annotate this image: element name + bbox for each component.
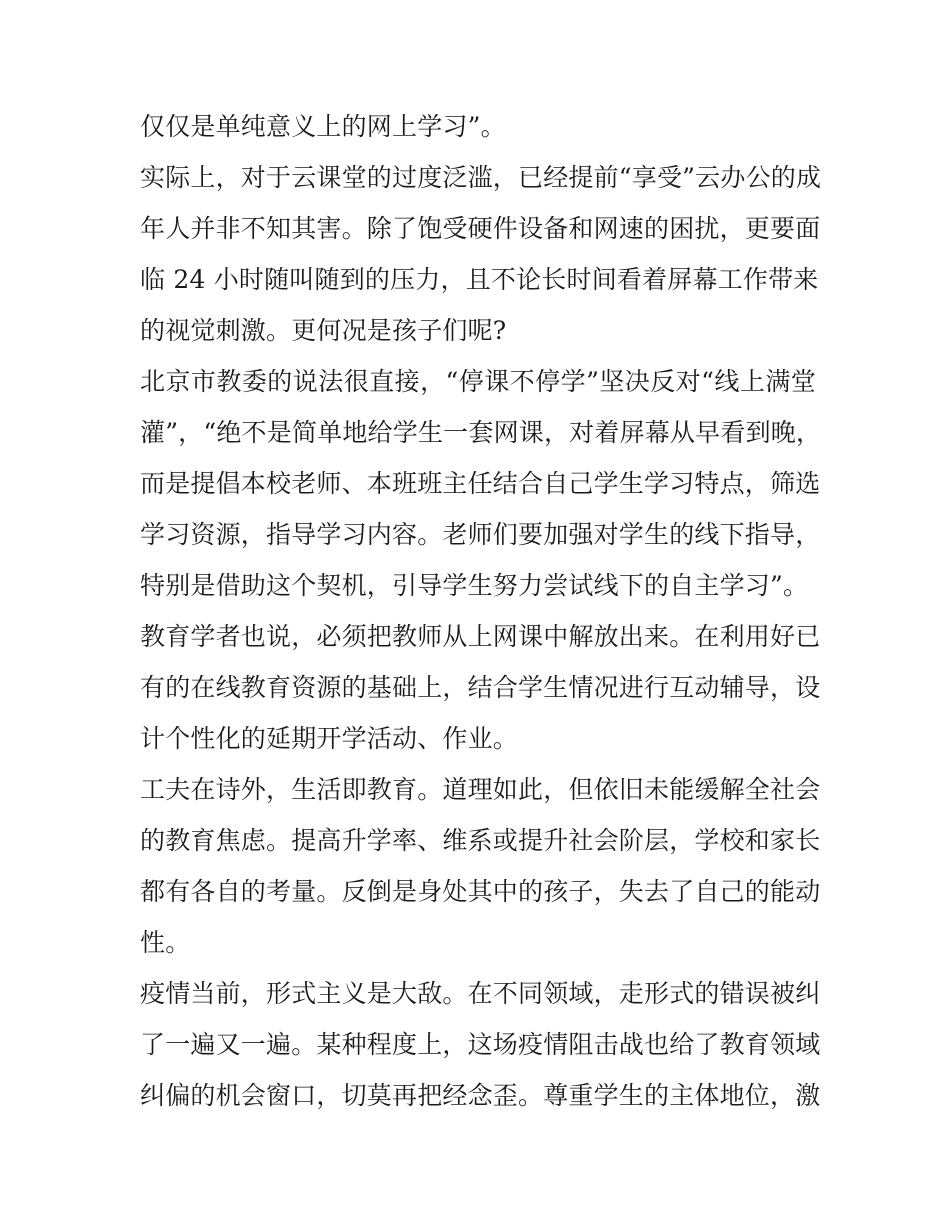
text-line: 北京市教委的说法很直接，“停课不停学”坚决反对“线上满堂 <box>140 367 816 396</box>
text-line: 特别是借助这个契机，引导学生努力尝试线下的自主学习”。 <box>140 571 809 600</box>
text-line: 的教育焦虑。提高升学率、维系或提升社会阶层，学校和家长 <box>140 826 821 855</box>
text-line: 年人并非不知其害。除了饱受硬件设备和网速的困扰，更要面 <box>140 214 821 243</box>
text-line: 临 24 小时随叫随到的压力，且不论长时间看着屏幕工作带来 <box>140 265 819 294</box>
text-line: 的视觉刺激。更何况是孩子们呢? <box>140 316 507 345</box>
text-line: 有的在线教育资源的基础上，结合学生情况进行互动辅导，设 <box>140 673 821 702</box>
text-line: 都有各自的考量。反倒是身处其中的孩子，失去了自己的能动 <box>140 877 821 906</box>
text-line: 工夫在诗外，生活即教育。道理如此，但依旧未能缓解全社会 <box>140 775 821 804</box>
paragraph-5 <box>140 764 821 968</box>
text-line: 了一遍又一遍。某种程度上，这场疫情阻击战也给了教育领域 <box>140 1030 821 1059</box>
text-line: 实际上，对于云课堂的过度泛滥，已经提前“享受”云办公的成 <box>140 163 822 192</box>
paragraph-2 <box>140 152 822 356</box>
paragraph-3 <box>140 356 822 611</box>
paragraph-4 <box>140 611 821 764</box>
paragraph-1 <box>140 101 816 152</box>
text-line: 仅仅是单纯意义上的网上学习”。 <box>140 112 506 141</box>
text-line: 教育学者也说，必须把教师从上网课中解放出来。在利用好已 <box>140 622 821 651</box>
text-line: 计个性化的延期开学活动、作业。 <box>140 724 519 753</box>
text-line: 性。 <box>140 928 191 957</box>
text-line: 纠偏的机会窗口，切莫再把经念歪。尊重学生的主体地位，激 <box>140 1081 821 1110</box>
text-line: 灌”，“绝不是简单地给学生一套网课，对着屏幕从早看到晚， <box>140 418 822 447</box>
text-line: 疫情当前，形式主义是大敌。在不同领域，走形式的错误被纠 <box>140 979 821 1008</box>
document-body <box>140 101 822 1121</box>
text-line: 而是提倡本校老师、本班班主任结合自己学生学习特点，筛选 <box>140 469 821 498</box>
paragraph-6 <box>140 968 821 1121</box>
text-line: 学习资源，指导学习内容。老师们要加强对学生的线下指导， <box>140 520 821 549</box>
